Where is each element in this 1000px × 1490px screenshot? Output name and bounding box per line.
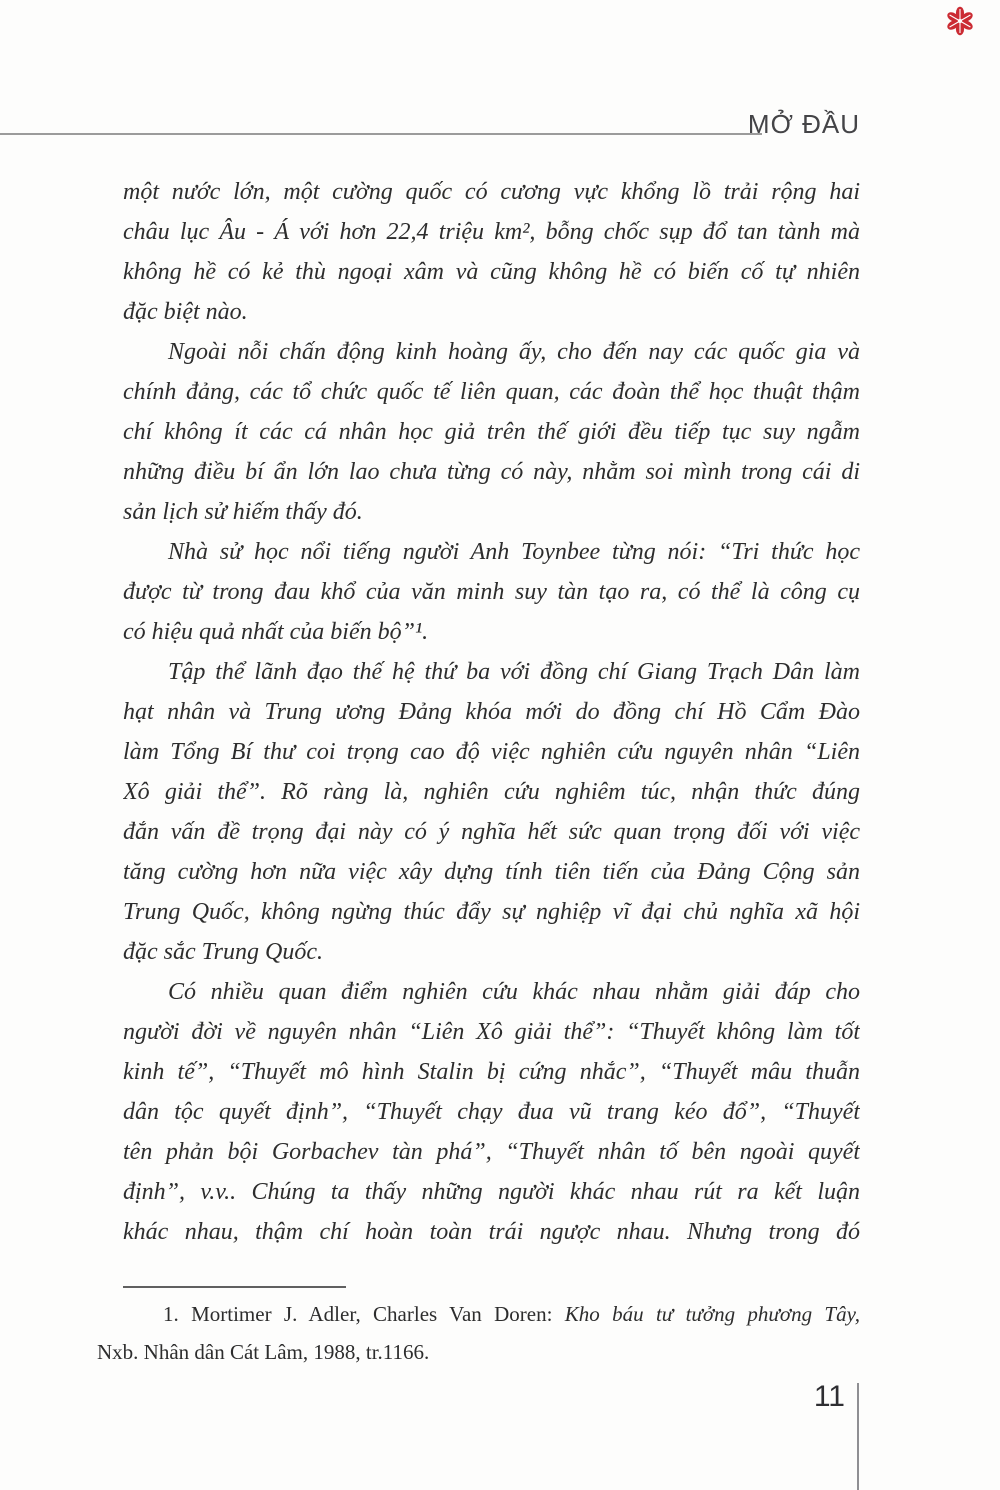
- body-line: tăng cường hơn nữa việc xây dựng tính tiên tiến của Đảng Cộng sản: [123, 859, 860, 885]
- body-line: chính đảng, các tổ chức quốc tế liên quan, các đoàn thể học thuật thậm: [123, 379, 860, 405]
- body-line: đặc sắc Trung Quốc.: [123, 939, 323, 965]
- body-line: hạt nhân và Trung ương Đảng khóa mới do đồng chí Hồ Cẩm Đào: [123, 699, 860, 725]
- body-line: Nhà sử học nổi tiếng người Anh Toynbee từng nói: “Tri thức học: [168, 539, 860, 565]
- body-line: kinh tế”, “Thuyết mô hình Stalin bị cứng nhắc”, “Thuyết mâu thuẫn: [123, 1059, 860, 1085]
- header-title: MỞ ĐẦU: [747, 109, 860, 139]
- page-number: 11: [813, 1380, 845, 1413]
- body-line: người đời về nguyên nhân “Liên Xô giải thể”: “Thuyết không làm tốt: [123, 1019, 860, 1045]
- body-line: dân tộc quyết định”, “Thuyết chạy đua vũ trang kéo đổ”, “Thuyết: [123, 1099, 860, 1125]
- body-line: được từ trong đau khổ của văn minh suy tàn tạo ra, có thể là công cụ: [123, 579, 860, 605]
- body-line: Tập thể lãnh đạo thế hệ thứ ba với đồng chí Giang Trạch Dân làm: [168, 659, 860, 685]
- body-line: những điều bí ẩn lớn lao chưa từng có này, nhằm soi mình trong cái di: [123, 459, 860, 485]
- footnote-reference-text: 1. Mortimer J. Adler, Charles Van Doren:: [163, 1302, 565, 1326]
- footnote-line-1: [97, 1295, 860, 1333]
- footnote-book-title: Kho báu tư tưởng phương Tây,: [564, 1302, 860, 1326]
- body-line: Ngoài nỗi chấn động kinh hoàng ấy, cho đến nay các quốc gia và: [168, 339, 860, 365]
- body-line: chí không ít các cá nhân học giả trên thế giới đều tiếp tục suy ngẫm: [123, 419, 860, 445]
- footnote-rule: [123, 1286, 346, 1288]
- body-line: Có nhiều quan điểm nghiên cứu khác nhau nhằm giải đáp cho: [168, 979, 860, 1005]
- body-line: không hề có kẻ thù ngoại xâm và cũng không hề có biến cố tự nhiên: [123, 259, 860, 285]
- flower-ornament-icon: [944, 5, 976, 37]
- page-number-rule: [857, 1383, 859, 1490]
- body-line: Trung Quốc, không ngừng thúc đẩy sự nghiệp vĩ đại chủ nghĩa xã hội: [123, 899, 860, 925]
- body-text: [123, 172, 860, 1252]
- body-line: đặc biệt nào.: [123, 299, 248, 325]
- body-line: làm Tổng Bí thư coi trọng cao độ việc nghiên cứu nguyên nhân “Liên: [123, 739, 860, 765]
- footnote: [97, 1295, 860, 1371]
- body-line: định”, v.v.. Chúng ta thấy những người khác nhau rút ra kết luận: [123, 1179, 860, 1205]
- body-line: có hiệu quả nhất của biến bộ”¹.: [123, 619, 429, 645]
- body-line: một nước lớn, một cường quốc có cương vực khổng lồ trải rộng hai: [123, 179, 860, 205]
- body-line: sản lịch sử hiếm thấy đó.: [123, 499, 363, 525]
- body-line: châu lục Âu - Á với hơn 22,4 triệu km², bỗng chốc sụp đổ tan tành mà: [123, 219, 860, 245]
- body-line: khác nhau, thậm chí hoàn toàn trái ngược nhau. Nhưng trong đó: [123, 1219, 860, 1245]
- body-line: Xô giải thể”. Rõ ràng là, nghiên cứu nghiêm túc, nhận thức đúng: [123, 779, 860, 805]
- footnote-line-2: Nxb. Nhân dân Cát Lâm, 1988, tr.1166.: [97, 1340, 430, 1364]
- body-line: tên phản bội Gorbachev tàn phá”, “Thuyết nhân tố bên ngoài quyết: [123, 1139, 860, 1165]
- body-line: đắn vấn đề trọng đại này có ý nghĩa hết sức quan trọng đối với việc: [123, 819, 860, 845]
- header-rule: [0, 133, 762, 135]
